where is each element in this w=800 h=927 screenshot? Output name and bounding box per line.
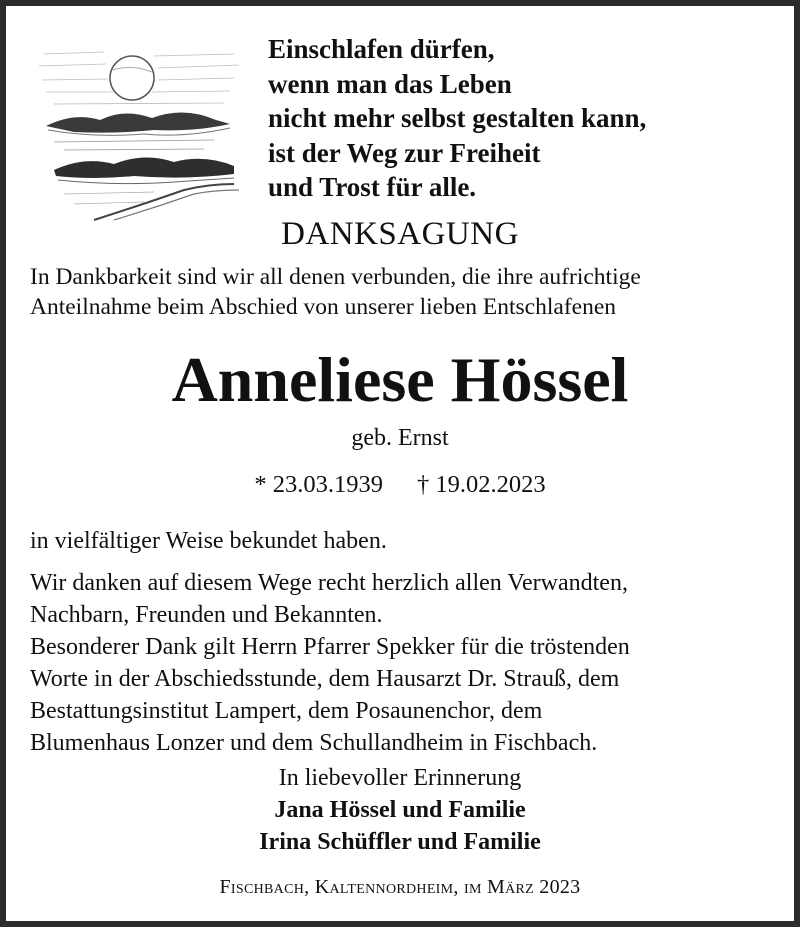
- family-signature: Jana Hössel und Familie: [274, 797, 526, 823]
- body-line: Bestattungsinstitut Lampert, dem Posaunenchor, dem: [30, 698, 543, 724]
- poem-line: ist der Weg zur Freiheit: [268, 137, 541, 168]
- thanks-text: [30, 525, 790, 759]
- life-dates: [6, 471, 794, 499]
- family-signature: Irina Schüffler und Familie: [259, 829, 541, 855]
- closing-phrase: In liebevoller Erinnerung: [278, 765, 522, 791]
- poem-line: Einschlafen dürfen,: [268, 34, 495, 64]
- poem: [268, 32, 788, 205]
- death-date: † 19.02.2023: [417, 471, 546, 498]
- maiden-name: geb. Ernst: [351, 425, 449, 451]
- birth-date: * 23.03.1939: [254, 471, 383, 498]
- body-line: Nachbarn, Freunden und Bekannten.: [30, 602, 383, 628]
- intro-line: Anteilnahme beim Abschied von unserer lieben Entschlafenen: [30, 294, 617, 320]
- place-date-footer: Fischbach, Kaltennordheim, im März 2023: [219, 876, 581, 898]
- body-line: in vielfältiger Weise bekundet haben.: [30, 528, 387, 554]
- body-line: Wir danken auf diesem Wege recht herzlich allen Verwandten,: [30, 570, 628, 596]
- poem-line: nicht mehr selbst gestalten kann,: [268, 103, 647, 133]
- poem-line: wenn man das Leben: [268, 68, 512, 99]
- obituary-notice: [6, 6, 794, 921]
- deceased-name: Anneliese Hössel: [171, 344, 629, 415]
- intro-line: In Dankbarkeit sind wir all denen verbunden, die ihre aufrichtige: [30, 264, 641, 290]
- intro-text: [30, 262, 790, 322]
- body-line: Worte in der Abschiedsstunde, dem Hausarzt Dr. Strauß, dem: [30, 666, 620, 692]
- notice-heading: DANKSAGUNG: [281, 216, 519, 252]
- poem-line: und Trost für alle.: [268, 172, 477, 202]
- body-line: Besonderer Dank gilt Herrn Pfarrer Spekker für die tröstenden: [30, 634, 630, 660]
- closing: [6, 762, 794, 858]
- sunset-landscape-illustration: [34, 34, 242, 224]
- body-line: Blumenhaus Lonzer und dem Schullandheim in Fischbach.: [30, 730, 598, 756]
